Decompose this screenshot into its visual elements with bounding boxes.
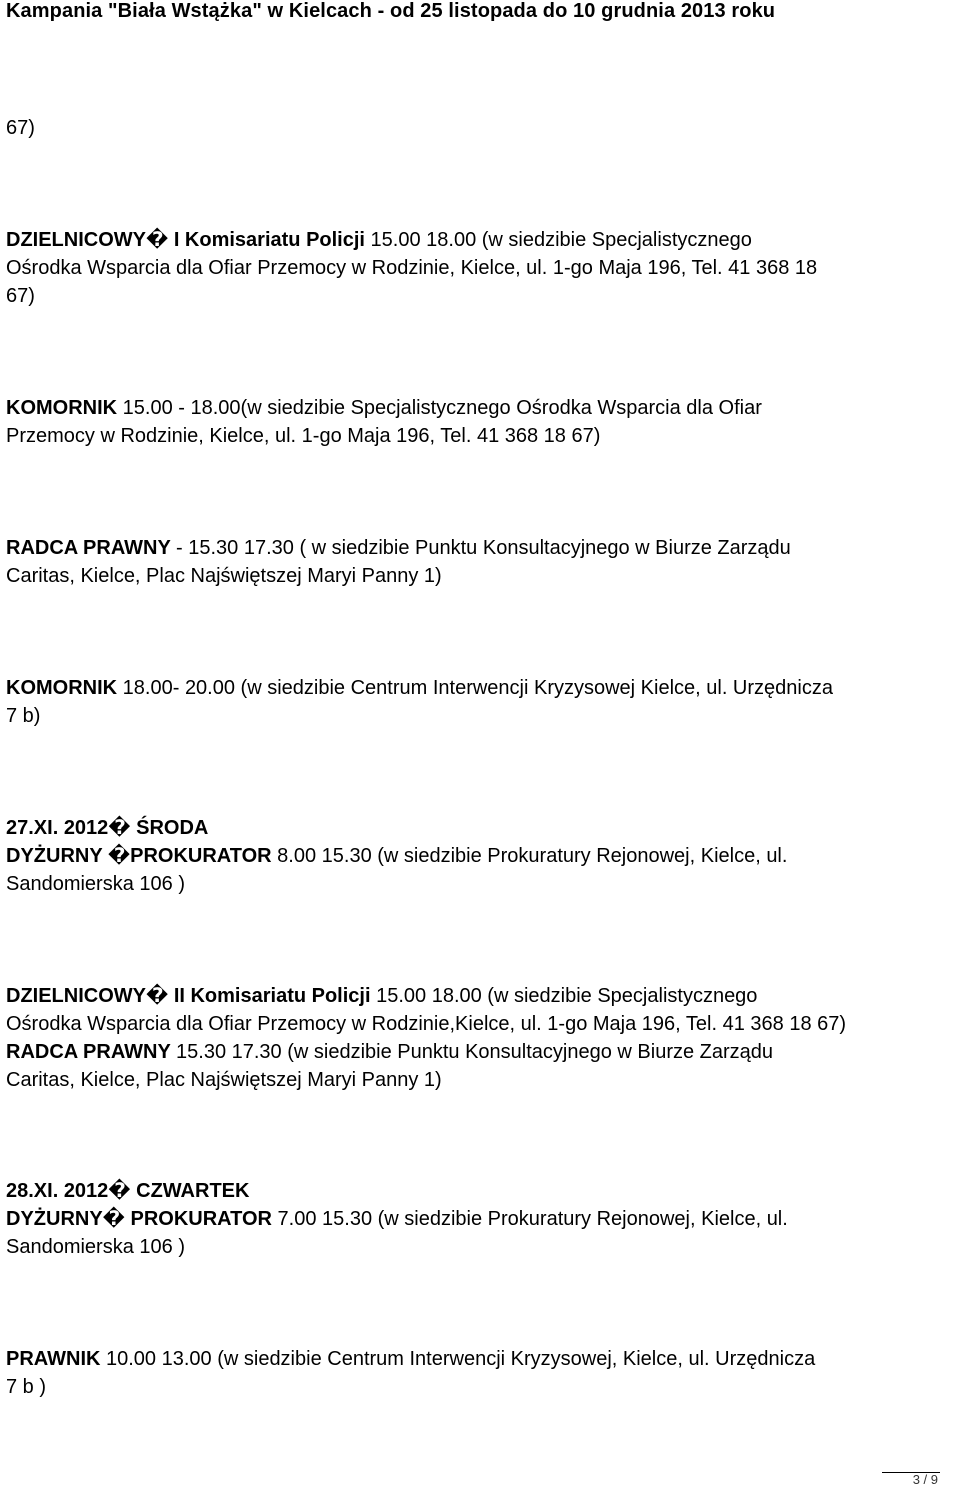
text-line: [6, 534, 791, 562]
text-line: [6, 1066, 442, 1094]
text-line: [6, 282, 35, 310]
line-text: 15.30 17.30 (w siedzibie Punktu Konsultacyjnego w Biurze Zarządu: [176, 1041, 774, 1063]
line-text: Caritas, Kielce, Plac Najświętszej Maryi Panny 1): [6, 565, 442, 587]
line-text: 7 b ): [6, 1376, 47, 1398]
text-line: [6, 422, 600, 450]
bold-label: RADCA PRAWNY: [6, 537, 177, 559]
line-text: 7.00 15.30 (w siedzibie Prokuratury Rejonowej, Kielce, ul.: [277, 1208, 788, 1230]
line-text: Przemocy w Rodzinie, Kielce, ul. 1-go Maja 196, Tel. 41 368 18 67): [6, 425, 601, 447]
text-line: [6, 226, 752, 254]
line-text: 67): [6, 117, 35, 139]
text-line: [6, 1345, 815, 1373]
line-text: 15.00 18.00 (w siedzibie Specjalistycznego: [370, 229, 752, 251]
text-line: [6, 254, 817, 282]
bold-label: DYŻURNY� PROKURATOR: [6, 1208, 278, 1230]
line-text: Ośrodka Wsparcia dla Ofiar Przemocy w Rodzinie,Kielce, ul. 1-go Maja 196, Tel. 41 368 18 67): [6, 1013, 847, 1035]
text-line: [6, 394, 762, 422]
line-text: Ośrodka Wsparcia dla Ofiar Przemocy w Rodzinie, Kielce, ul. 1-go Maja 196, Tel. 41 368 18: [6, 257, 818, 279]
line-text: 10.00 13.00 (w siedzibie Centrum Interwencji Kryzysowej, Kielce, ul. Urzędnicza: [106, 1348, 816, 1370]
text-line: [6, 1205, 788, 1233]
line-text: Sandomierska 106 ): [6, 1236, 185, 1258]
line-text: 18.00- 20.00 (w siedzibie Centrum Interwencji Kryzysowej Kielce, ul. Urzędnicza: [122, 677, 833, 699]
text-line: [6, 1373, 46, 1401]
line-text: Caritas, Kielce, Plac Najświętszej Maryi Panny 1): [6, 1069, 442, 1091]
text-line: [6, 674, 833, 702]
line-text: 8.00 15.30 (w siedzibie Prokuratury Rejonowej, Kielce, ul.: [277, 845, 788, 867]
date-heading: 28.XI. 2012� CZWARTEK: [6, 1180, 250, 1202]
bold-label: RADCA PRAWNY: [6, 1041, 177, 1063]
bold-label: KOMORNIK: [6, 397, 123, 419]
bold-label: KOMORNIK: [6, 677, 123, 699]
text-line: [6, 562, 442, 590]
text-line: [6, 702, 40, 730]
text-line: [6, 1233, 185, 1261]
text-line: [6, 1177, 249, 1205]
line-text: - 15.30 17.30 ( w siedzibie Punktu Konsultacyjnego w Biurze Zarządu: [176, 537, 791, 559]
bold-label: PRAWNIK: [6, 1348, 106, 1370]
line-text: 15.00 18.00 (w siedzibie Specjalistycznego: [376, 985, 758, 1007]
line-text: 15.00 - 18.00(w siedzibie Specjalistycznego Ośrodka Wsparcia dla Ofiar: [122, 397, 762, 419]
text-line: [6, 870, 185, 898]
line-text: 7 b): [6, 705, 41, 727]
text-line: [6, 814, 208, 842]
date-heading: 27.XI. 2012� ŚRODA: [6, 817, 209, 839]
text-line: [6, 842, 787, 870]
page-number: 3 / 9: [912, 1472, 938, 1487]
text-line: [6, 114, 35, 142]
line-text: 67): [6, 285, 35, 307]
bold-label: DYŻURNY �PROKURATOR: [6, 845, 278, 867]
text-line: [6, 1038, 773, 1066]
bold-label: DZIELNICOWY� II Komisariatu Policji: [6, 985, 377, 1007]
line-text: Sandomierska 106 ): [6, 873, 185, 895]
document-header: Kampania "Biała Wstążka" w Kielcach - od 25 listopada do 10 grudnia 2013 roku: [6, 0, 776, 22]
text-line: [6, 1010, 846, 1038]
bold-label: DZIELNICOWY� I Komisariatu Policji: [6, 229, 371, 251]
text-line: [6, 982, 757, 1010]
